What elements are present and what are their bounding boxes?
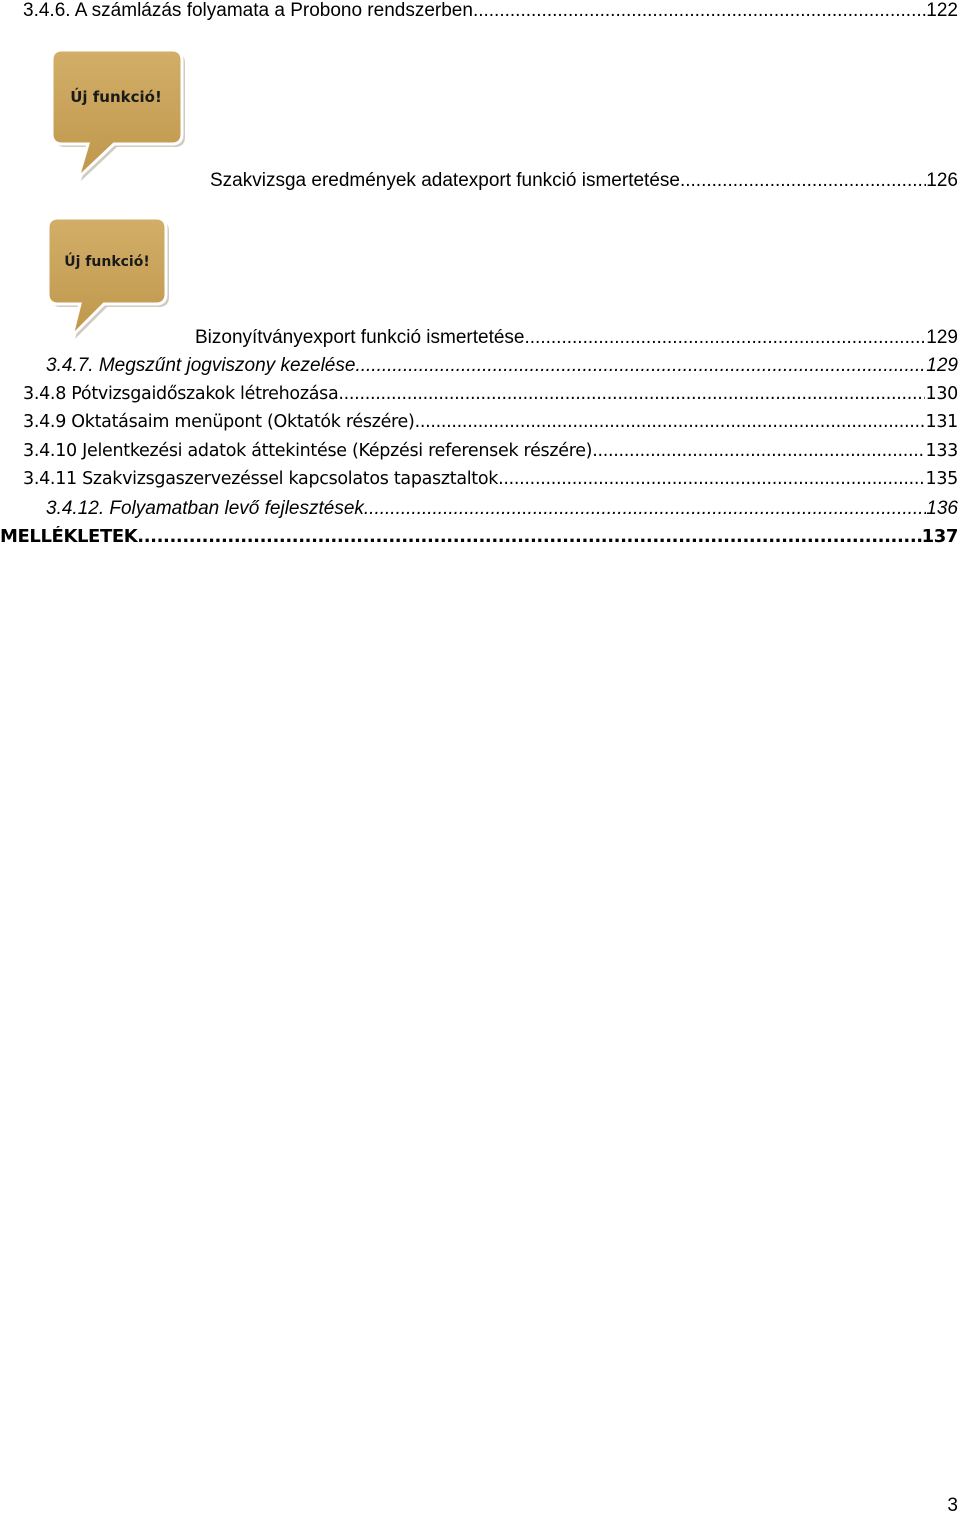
- toc-entry-page: 126: [926, 170, 958, 191]
- toc-leader-dots: [680, 170, 926, 192]
- toc-entry-bizonyitvany-export[interactable]: [0, 327, 960, 353]
- toc-entry-3-4-11[interactable]: [0, 469, 960, 495]
- speech-bubble-icon: [48, 46, 188, 182]
- toc-leader-dots: [137, 526, 921, 547]
- toc-entry-title: 3.4.7. Megszűnt jogviszony kezelése: [46, 355, 356, 376]
- toc-leader-dots: [525, 327, 927, 349]
- speech-bubble-icon: [44, 214, 174, 340]
- toc-entry-page: 122: [926, 0, 958, 21]
- toc-entry-3-4-12[interactable]: [0, 498, 960, 524]
- toc-entry-title: Bizonyítványexport funkció ismertetése: [195, 327, 525, 348]
- toc-entry-title: 3.4.10 Jelentkezési adatok áttekintése (Képzési referensek részére): [23, 441, 593, 461]
- toc-leader-dots: [498, 469, 925, 489]
- toc-leader-dots: [355, 355, 926, 377]
- toc-entry-3-4-10[interactable]: [0, 441, 960, 467]
- toc-entry-3-4-7[interactable]: [0, 355, 960, 381]
- toc-entry-title: 3.4.11 Szakvizsgaszervezéssel kapcsolatos tapasztaltok: [23, 469, 499, 489]
- toc-leader-dots: [473, 0, 926, 22]
- toc-entry-title: 3.4.6. A számlázás folyamata a Probono rendszerben: [23, 0, 473, 21]
- toc-entry-page: 137: [921, 526, 958, 547]
- toc-entry-title: MELLÉKLETEK: [0, 526, 138, 547]
- toc-entry-3-4-8[interactable]: [0, 384, 960, 410]
- toc-entry-mellekletek[interactable]: [0, 526, 960, 552]
- toc-entry-title: 3.4.12. Folyamatban levő fejlesztések: [46, 498, 364, 519]
- page-number: 3: [947, 1495, 958, 1516]
- new-feature-callout: [48, 46, 188, 182]
- callout-text: Új funkció!: [64, 254, 150, 270]
- toc-entry-3-4-6[interactable]: [0, 0, 960, 26]
- new-feature-callout: [44, 214, 174, 340]
- toc-entry-page: 129: [926, 355, 958, 376]
- toc-entry-title: 3.4.9 Oktatásaim menüpont (Oktatók részére): [23, 412, 415, 432]
- toc-entry-3-4-9[interactable]: [0, 412, 960, 438]
- toc-entry-szakvizsga-export[interactable]: [0, 170, 960, 196]
- toc-entry-page: 133: [925, 441, 958, 461]
- toc-entry-title: Szakvizsga eredmények adatexport funkció ismertetése: [210, 170, 680, 191]
- toc-leader-dots: [364, 498, 926, 520]
- toc-leader-dots: [592, 441, 925, 461]
- toc-leader-dots: [338, 384, 925, 404]
- callout-text: Új funkció!: [70, 88, 162, 106]
- toc-entry-page: 136: [926, 498, 958, 519]
- toc-entry-page: 135: [925, 469, 958, 489]
- toc-entry-page: 129: [926, 327, 958, 348]
- toc-entry-page: 131: [925, 412, 958, 432]
- toc-leader-dots: [415, 412, 926, 432]
- toc-entry-page: 130: [925, 384, 958, 404]
- toc-entry-title: 3.4.8 Pótvizsgaidőszakok létrehozása: [23, 384, 339, 404]
